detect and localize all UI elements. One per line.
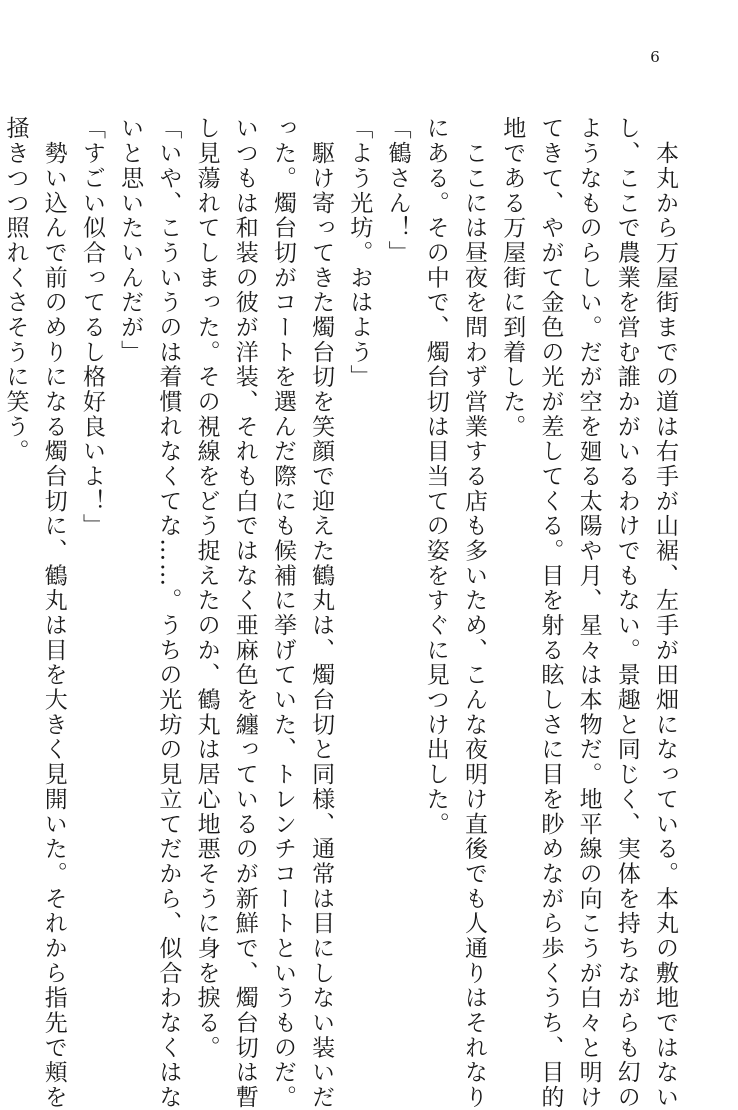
text-line: 「鶴さん！」 — [384, 116, 411, 266]
text-line: 地である万屋街に到着した。 — [499, 116, 526, 439]
text-line: てきて、やがて金色の光が差してくる。目を射る眩しさに目を眇めながら歩くうち、目的 — [537, 116, 564, 1110]
text-line: いと思いたいんだが」 — [117, 116, 144, 365]
text-line: 「いや、こういうのは着慣れなくてな……。うちの光坊の見立てだから、似合わなくはな — [155, 116, 182, 1110]
text-line: 掻きつつ照れくさそうに笑う。 — [2, 116, 29, 464]
text-line: ここには昼夜を問わず営業する店も多いため、こんな夜明け直後でも人通りはそれなり — [460, 116, 487, 1110]
page-number: 6 — [650, 48, 660, 66]
text-line: し、ここで農業を営む誰かがいるわけでもない。景趣と同じく、実体を持ちながらも幻の — [613, 116, 640, 1110]
text-line: 本丸から万屋街までの道は右手が山裾、左手が田畑になっている。本丸の敷地ではない — [652, 116, 678, 1110]
text-line: 勢い込んで前のめりになる燭台切に、鶴丸は目を大きく見開いた。それから指先で頬を — [40, 116, 67, 1110]
novel-text-body — [0, 116, 684, 1110]
text-line: った。燭台切がコートを選んだ際にも候補に挙げていた、トレンチコートというものだ。 — [269, 116, 296, 1110]
text-line: 「すごい似合ってるし格好良いよ！」 — [78, 116, 105, 539]
text-line: ようなものらしい。だが空を廻る太陽や月、星々は本物だ。地平線の向こうが白々と明け — [575, 116, 602, 1110]
text-line: いつもは和装の彼が洋装、それも白ではなく亜麻色を纏っているのが新鮮で、燭台切は暫 — [231, 116, 258, 1110]
text-line: 駆け寄ってきた燭台切を笑顔で迎えた鶴丸は、燭台切と同様、通常は目にしない装いだ — [308, 116, 335, 1110]
text-line: 「よう光坊。おはよう」 — [346, 116, 373, 390]
text-line: にある。その中で、燭台切は目当ての姿をすぐに見つけ出した。 — [422, 116, 449, 837]
text-line: し見蕩れてしまった。その視線をどう捉えたのか、鶴丸は居心地悪そうに身を捩る。 — [193, 116, 220, 1060]
